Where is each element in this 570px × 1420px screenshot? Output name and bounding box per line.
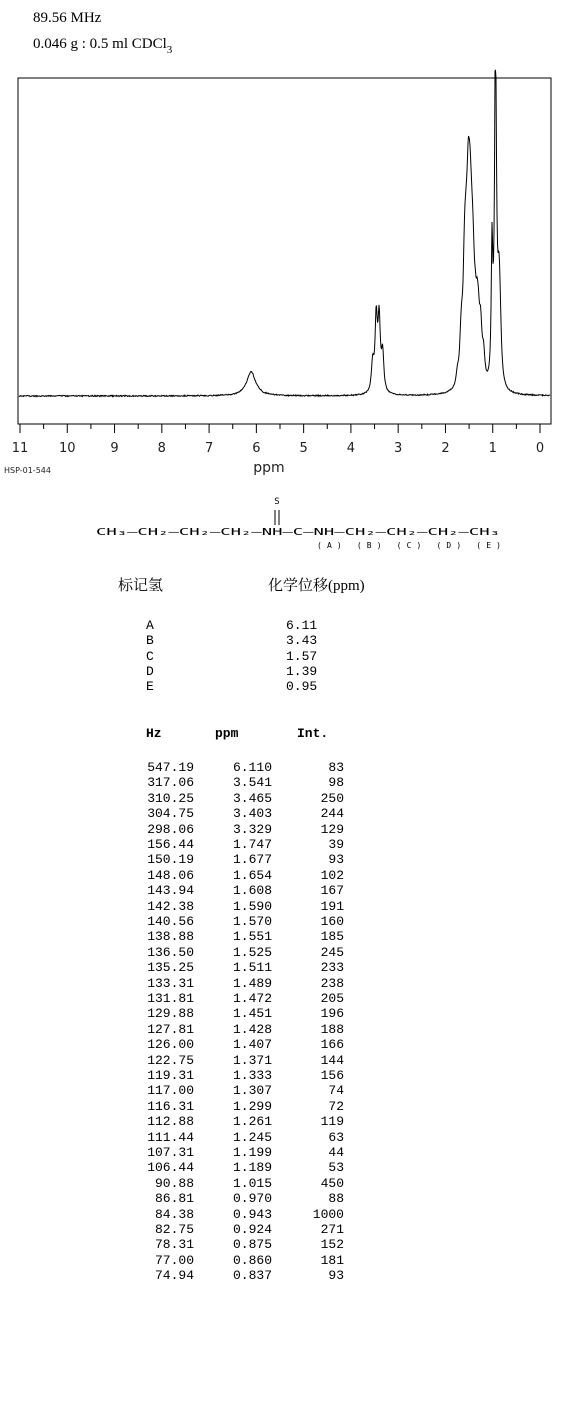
- x-tick-label: 2: [441, 441, 450, 456]
- peak-ppm: 1.608: [232, 883, 272, 899]
- assignment-shift-header: 化学位移(ppm): [268, 578, 365, 594]
- peak-ppm: 1.489: [232, 975, 272, 991]
- peak-hz: 304.75: [147, 806, 194, 822]
- peak-int: 205: [320, 991, 344, 1006]
- peak-ppm: 1.511: [232, 960, 272, 976]
- nmr-spectrum-chart: [0, 60, 570, 480]
- peak-int: 450: [320, 1175, 344, 1191]
- peak-ppm: 1.407: [232, 1037, 272, 1053]
- peak-hz: 106.44: [147, 1160, 194, 1176]
- peak-int: 196: [320, 1006, 344, 1022]
- peak-int: 245: [320, 944, 344, 960]
- peak-ppm: 1.299: [232, 1098, 272, 1114]
- sulfur-atom: S: [274, 497, 280, 507]
- peak-hz: 126.00: [147, 1037, 194, 1053]
- peak-hz: 298.06: [147, 821, 194, 837]
- peak-ppm: 1.551: [232, 929, 272, 945]
- peak-int: 185: [320, 929, 344, 945]
- peak-ppm: 1.199: [232, 1145, 272, 1160]
- peak-hz: 138.88: [147, 929, 194, 945]
- peak-hz: 317.06: [147, 775, 194, 791]
- peak-hz: 116.31: [147, 1098, 194, 1114]
- x-tick-label: 7: [204, 441, 214, 456]
- peak-ppm: 0.970: [232, 1191, 272, 1207]
- peak-hz: 84.38: [154, 1206, 194, 1222]
- peak-int: 233: [320, 960, 344, 976]
- assignment-shift: 6.11: [286, 618, 318, 633]
- assignment-label: C: [146, 648, 154, 664]
- peak-ppm: 1.747: [232, 837, 272, 852]
- peak-int: 93: [328, 1268, 344, 1284]
- peak-int: 129: [320, 821, 344, 837]
- peak-int: 144: [320, 1052, 344, 1068]
- assignment-label-header: 标记氢: [118, 578, 164, 594]
- x-tick-label: 10: [58, 441, 76, 456]
- assignment-shift: 1.57: [286, 648, 318, 664]
- peak-ppm: 0.837: [232, 1268, 272, 1284]
- peak-int: 98: [328, 775, 344, 791]
- peak-int: 39: [328, 837, 344, 852]
- peak-ppm: 1.261: [232, 1114, 272, 1130]
- molecule-chain: CH₃—CH₂—CH₂—CH₂—NH—C—NH—CH₂—CH₂—CH₂—CH₃: [96, 527, 500, 538]
- peak-ppm: 0.860: [232, 1252, 272, 1268]
- peak-hz: 310.25: [147, 790, 194, 806]
- spectrometer-frequency: 89.56 MHz: [33, 10, 102, 26]
- peak-ppm: 0.875: [232, 1237, 272, 1253]
- peak-ppm: 1.189: [232, 1160, 272, 1176]
- peak-int: 102: [320, 867, 344, 883]
- assignment-shift: 1.39: [286, 663, 318, 679]
- peak-hz: 111.44: [147, 1129, 194, 1145]
- peak-ppm: 1.015: [232, 1175, 272, 1191]
- peak-int: 1000: [312, 1206, 344, 1222]
- peak-hz: 142.38: [147, 898, 194, 914]
- peak-int: 160: [320, 914, 344, 929]
- peak-hz: 82.75: [154, 1222, 194, 1237]
- x-tick-label: 11: [11, 441, 29, 456]
- peak-hz: 156.44: [147, 837, 194, 852]
- peak-ppm: 1.371: [232, 1052, 272, 1068]
- peak-hz: 86.81: [154, 1191, 194, 1207]
- x-tick-label: 5: [299, 441, 308, 456]
- peak-int: 119: [320, 1114, 344, 1130]
- peak-ppm: 1.525: [232, 944, 272, 960]
- peak-int: 238: [320, 975, 344, 991]
- peak-int: 88: [328, 1191, 344, 1207]
- proton-labels: (A) (B) (C) (D) (E): [317, 541, 501, 550]
- peak-hz: 547.19: [147, 760, 194, 775]
- peak-hz: 140.56: [147, 914, 194, 929]
- x-tick-label: 3: [394, 441, 403, 456]
- peak-int: 53: [328, 1160, 344, 1176]
- peak-int: 156: [320, 1068, 344, 1083]
- peak-ppm: 1.451: [232, 1006, 272, 1022]
- peak-int: 74: [328, 1083, 344, 1099]
- peak-hz: 117.00: [147, 1083, 194, 1099]
- peak-hz: 127.81: [147, 1021, 194, 1037]
- peak-int: 250: [320, 790, 344, 806]
- peak-int: 152: [320, 1237, 344, 1253]
- peak-ppm: 3.403: [232, 806, 272, 822]
- x-tick-label: 1: [488, 441, 497, 456]
- peak-hz: 122.75: [147, 1052, 194, 1068]
- peak-ppm: 1.245: [232, 1129, 272, 1145]
- sample-text: 0.046 g : 0.5 ml CDCl: [33, 36, 167, 52]
- peak-hz: 77.00: [154, 1252, 194, 1268]
- assignment-shift: 3.43: [286, 633, 318, 649]
- peak-hz: 90.88: [154, 1175, 194, 1191]
- peak-ppm: 1.677: [232, 852, 272, 868]
- peak-hz: 148.06: [147, 867, 194, 883]
- peak-int: 44: [328, 1145, 344, 1160]
- peak-hz: 136.50: [147, 944, 194, 960]
- peak-int: 72: [328, 1098, 344, 1114]
- x-tick-label: 0: [535, 441, 545, 456]
- assignment-label: B: [146, 633, 154, 649]
- plot-frame: [18, 78, 551, 424]
- peak-hz: 74.94: [154, 1268, 194, 1284]
- peak-col-header: ppm: [215, 726, 239, 741]
- peak-ppm: 6.110: [232, 760, 272, 775]
- sample-info: [33, 36, 172, 56]
- peak-hz: 107.31: [147, 1145, 194, 1160]
- peak-hz: 78.31: [154, 1237, 194, 1253]
- peak-ppm: 0.943: [232, 1206, 272, 1222]
- peak-int: 191: [320, 898, 344, 914]
- peak-int: 93: [328, 852, 344, 868]
- x-tick-label: 6: [252, 441, 261, 456]
- peak-ppm: 1.472: [232, 991, 272, 1006]
- peak-ppm: 1.333: [232, 1068, 272, 1083]
- peak-ppm: 0.924: [232, 1222, 272, 1237]
- x-tick-label: 9: [110, 441, 119, 456]
- peak-hz: 135.25: [147, 960, 194, 976]
- spectrum-trace: [19, 71, 550, 397]
- spectrum-code: HSP-01-544: [4, 466, 51, 475]
- peak-ppm: 3.541: [232, 775, 272, 791]
- chemical-structure: [0, 490, 570, 560]
- assignment-shift: 0.95: [286, 679, 318, 695]
- peak-ppm: 1.307: [232, 1083, 272, 1099]
- peak-col-header: Hz: [146, 726, 162, 741]
- x-tick-label: 4: [346, 441, 356, 456]
- peak-ppm: 1.570: [232, 914, 272, 929]
- peak-ppm: 1.590: [232, 898, 272, 914]
- sample-subscript: 3: [166, 44, 173, 56]
- peak-ppm: 1.654: [232, 867, 272, 883]
- peak-int: 166: [320, 1037, 344, 1053]
- x-tick-label: 8: [157, 441, 166, 456]
- peak-ppm: 3.329: [232, 821, 272, 837]
- assignment-label: A: [146, 618, 154, 633]
- peak-hz: 131.81: [147, 991, 194, 1006]
- x-axis-label: ppm: [253, 460, 285, 476]
- peak-hz: 112.88: [147, 1114, 194, 1130]
- peak-col-header: Int.: [297, 726, 329, 741]
- peak-hz: 133.31: [147, 975, 194, 991]
- peak-ppm: 3.465: [232, 790, 272, 806]
- peak-int: 271: [320, 1222, 344, 1237]
- assignment-label: E: [146, 679, 154, 695]
- peak-ppm: 1.428: [232, 1021, 272, 1037]
- peak-hz: 129.88: [147, 1006, 194, 1022]
- peak-int: 83: [328, 760, 344, 775]
- peak-int: 188: [320, 1021, 344, 1037]
- peak-int: 63: [328, 1129, 344, 1145]
- x-axis-ticks: [20, 424, 540, 433]
- peak-int: 181: [320, 1252, 344, 1268]
- peak-int: 167: [320, 883, 344, 899]
- peak-int: 244: [320, 806, 344, 822]
- x-axis-tick-labels: [12, 441, 544, 456]
- peak-hz: 119.31: [147, 1068, 194, 1083]
- peak-hz: 150.19: [147, 852, 194, 868]
- assignment-label: D: [146, 663, 154, 679]
- peak-hz: 143.94: [147, 883, 194, 899]
